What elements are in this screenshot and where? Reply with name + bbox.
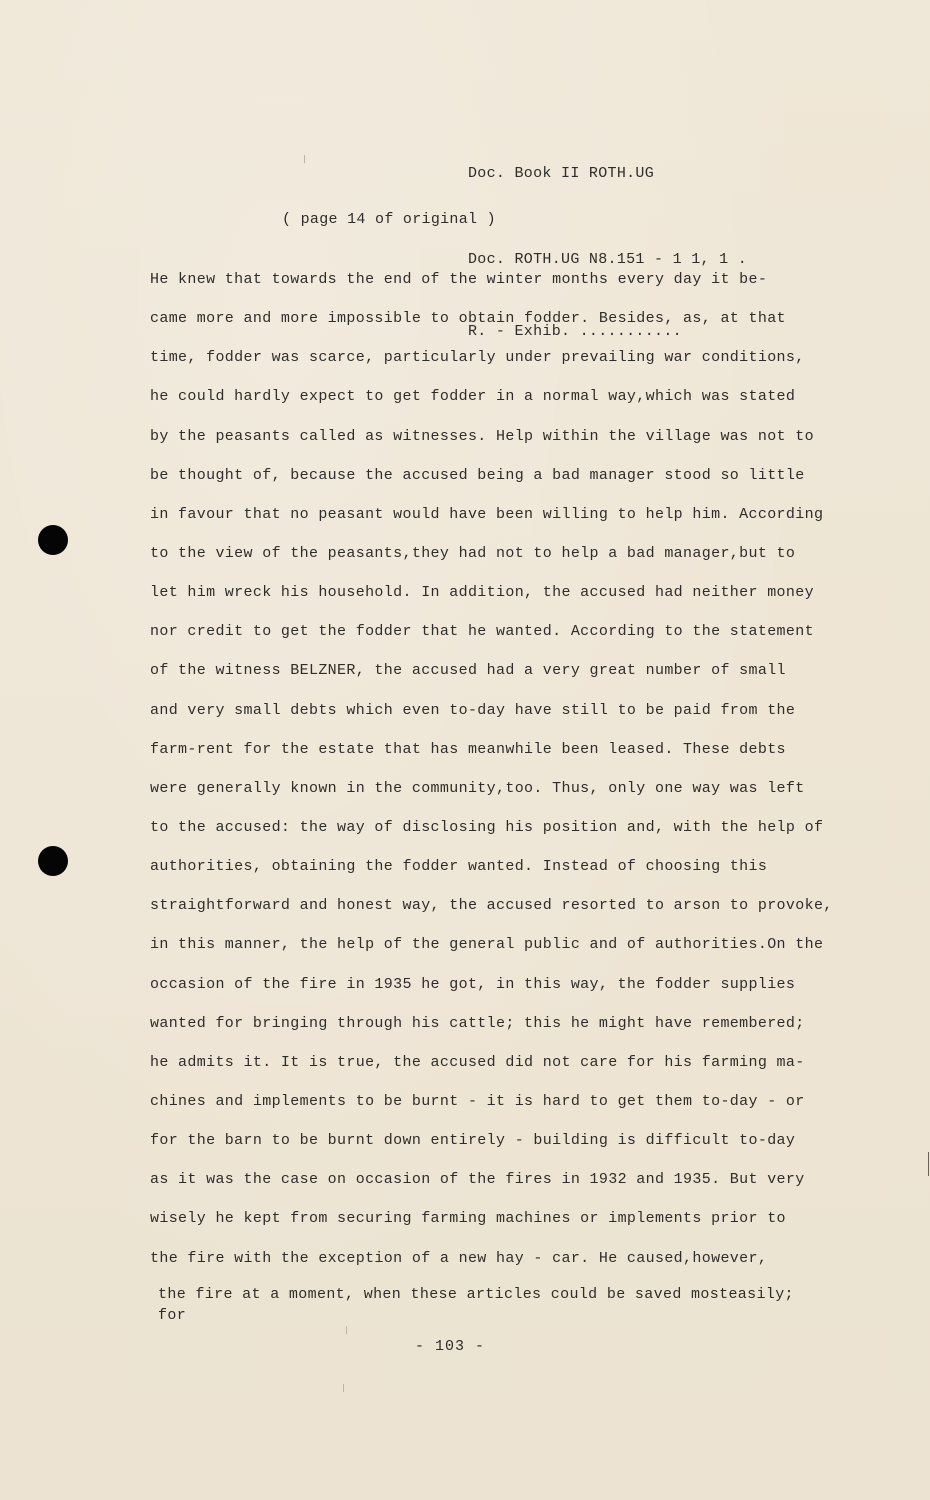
text-line: straightforward and honest way, the accused resorted to arson to provoke, [150, 897, 833, 915]
text-line: occasion of the fire in 1935 he got, in this way, the fodder supplies [150, 975, 796, 993]
stray-mark [304, 155, 305, 163]
punch-hole-top [38, 525, 68, 555]
doc-book-line: Doc. Book II ROTH.UG [468, 165, 655, 182]
text-line: of the witness BELZNER, the accused had a very great number of small [150, 662, 786, 680]
text-line: chines and implements to be burnt - it is hard to get them to-day - or [150, 1092, 805, 1110]
text-line: time, fodder was scarce, particularly under prevailing war conditions, [150, 349, 805, 367]
text-line: authorities, obtaining the fodder wanted. Instead of choosing this [150, 858, 768, 876]
text-line: to the view of the peasants,they had not to help a bad manager,but to [150, 544, 796, 562]
text-line: farm-rent for the estate that has meanwhile been leased. These debts [150, 740, 786, 758]
exhibit-line: R. - Exhib. ........... [468, 323, 682, 340]
page-reference: ( page 14 of original ) [282, 211, 496, 228]
doc-number-line: Doc. ROTH.UG N8.151 - 1 1, 1 . [468, 251, 748, 268]
stray-mark [343, 1384, 344, 1392]
text-line: and very small debts which even to-day have still to be paid from the [150, 701, 796, 719]
text-line: for [158, 1307, 187, 1324]
text-line: were generally known in the community,too. Thus, only one way was left [150, 779, 805, 797]
text-line: he could hardly expect to get fodder in a normal way,which was stated [150, 388, 796, 406]
text-line: be thought of, because the accused being a bad manager stood so little [150, 466, 805, 484]
text-line: as it was the case on occasion of the fires in 1932 and 1935. But very [150, 1171, 805, 1189]
text-line: the fire at a moment, when these articles could be saved mosteasily; [158, 1286, 794, 1303]
text-line: to the accused: the way of disclosing his position and, with the help of [150, 818, 824, 836]
text-line: He knew that towards the end of the winter months every day it be- [150, 271, 768, 288]
text-line: let him wreck his household. In addition, the accused had neither money [150, 584, 814, 602]
text-line: wisely he kept from securing farming machines or implements prior to [150, 1210, 786, 1228]
text-line: in this manner, the help of the general public and of authorities.On the [150, 936, 824, 954]
text-line: the fire with the exception of a new hay - car. He caused,however, [150, 1249, 768, 1267]
page-number: - 103 - [414, 1338, 485, 1355]
text-line: nor credit to get the fodder that he wanted. According to the statement [150, 623, 814, 641]
text-line: in favour that no peasant would have been willing to help him. According [150, 505, 824, 523]
text-line: by the peasants called as witnesses. Help within the village was not to [150, 427, 814, 445]
tail-text [158, 1284, 794, 1326]
text-line: came more and more impossible to obtain fodder. Besides, as, at that [150, 310, 786, 328]
text-line: wanted for bringing through his cattle; this he might have remembered; [150, 1014, 805, 1032]
edge-mark [928, 1152, 929, 1176]
stray-mark [346, 1326, 347, 1334]
text-line: he admits it. It is true, the accused did not care for his farming ma- [150, 1053, 805, 1071]
punch-hole-bottom [38, 846, 68, 876]
body-text [150, 266, 850, 1284]
text-line: for the barn to be burnt down entirely - building is difficult to-day [150, 1132, 796, 1150]
